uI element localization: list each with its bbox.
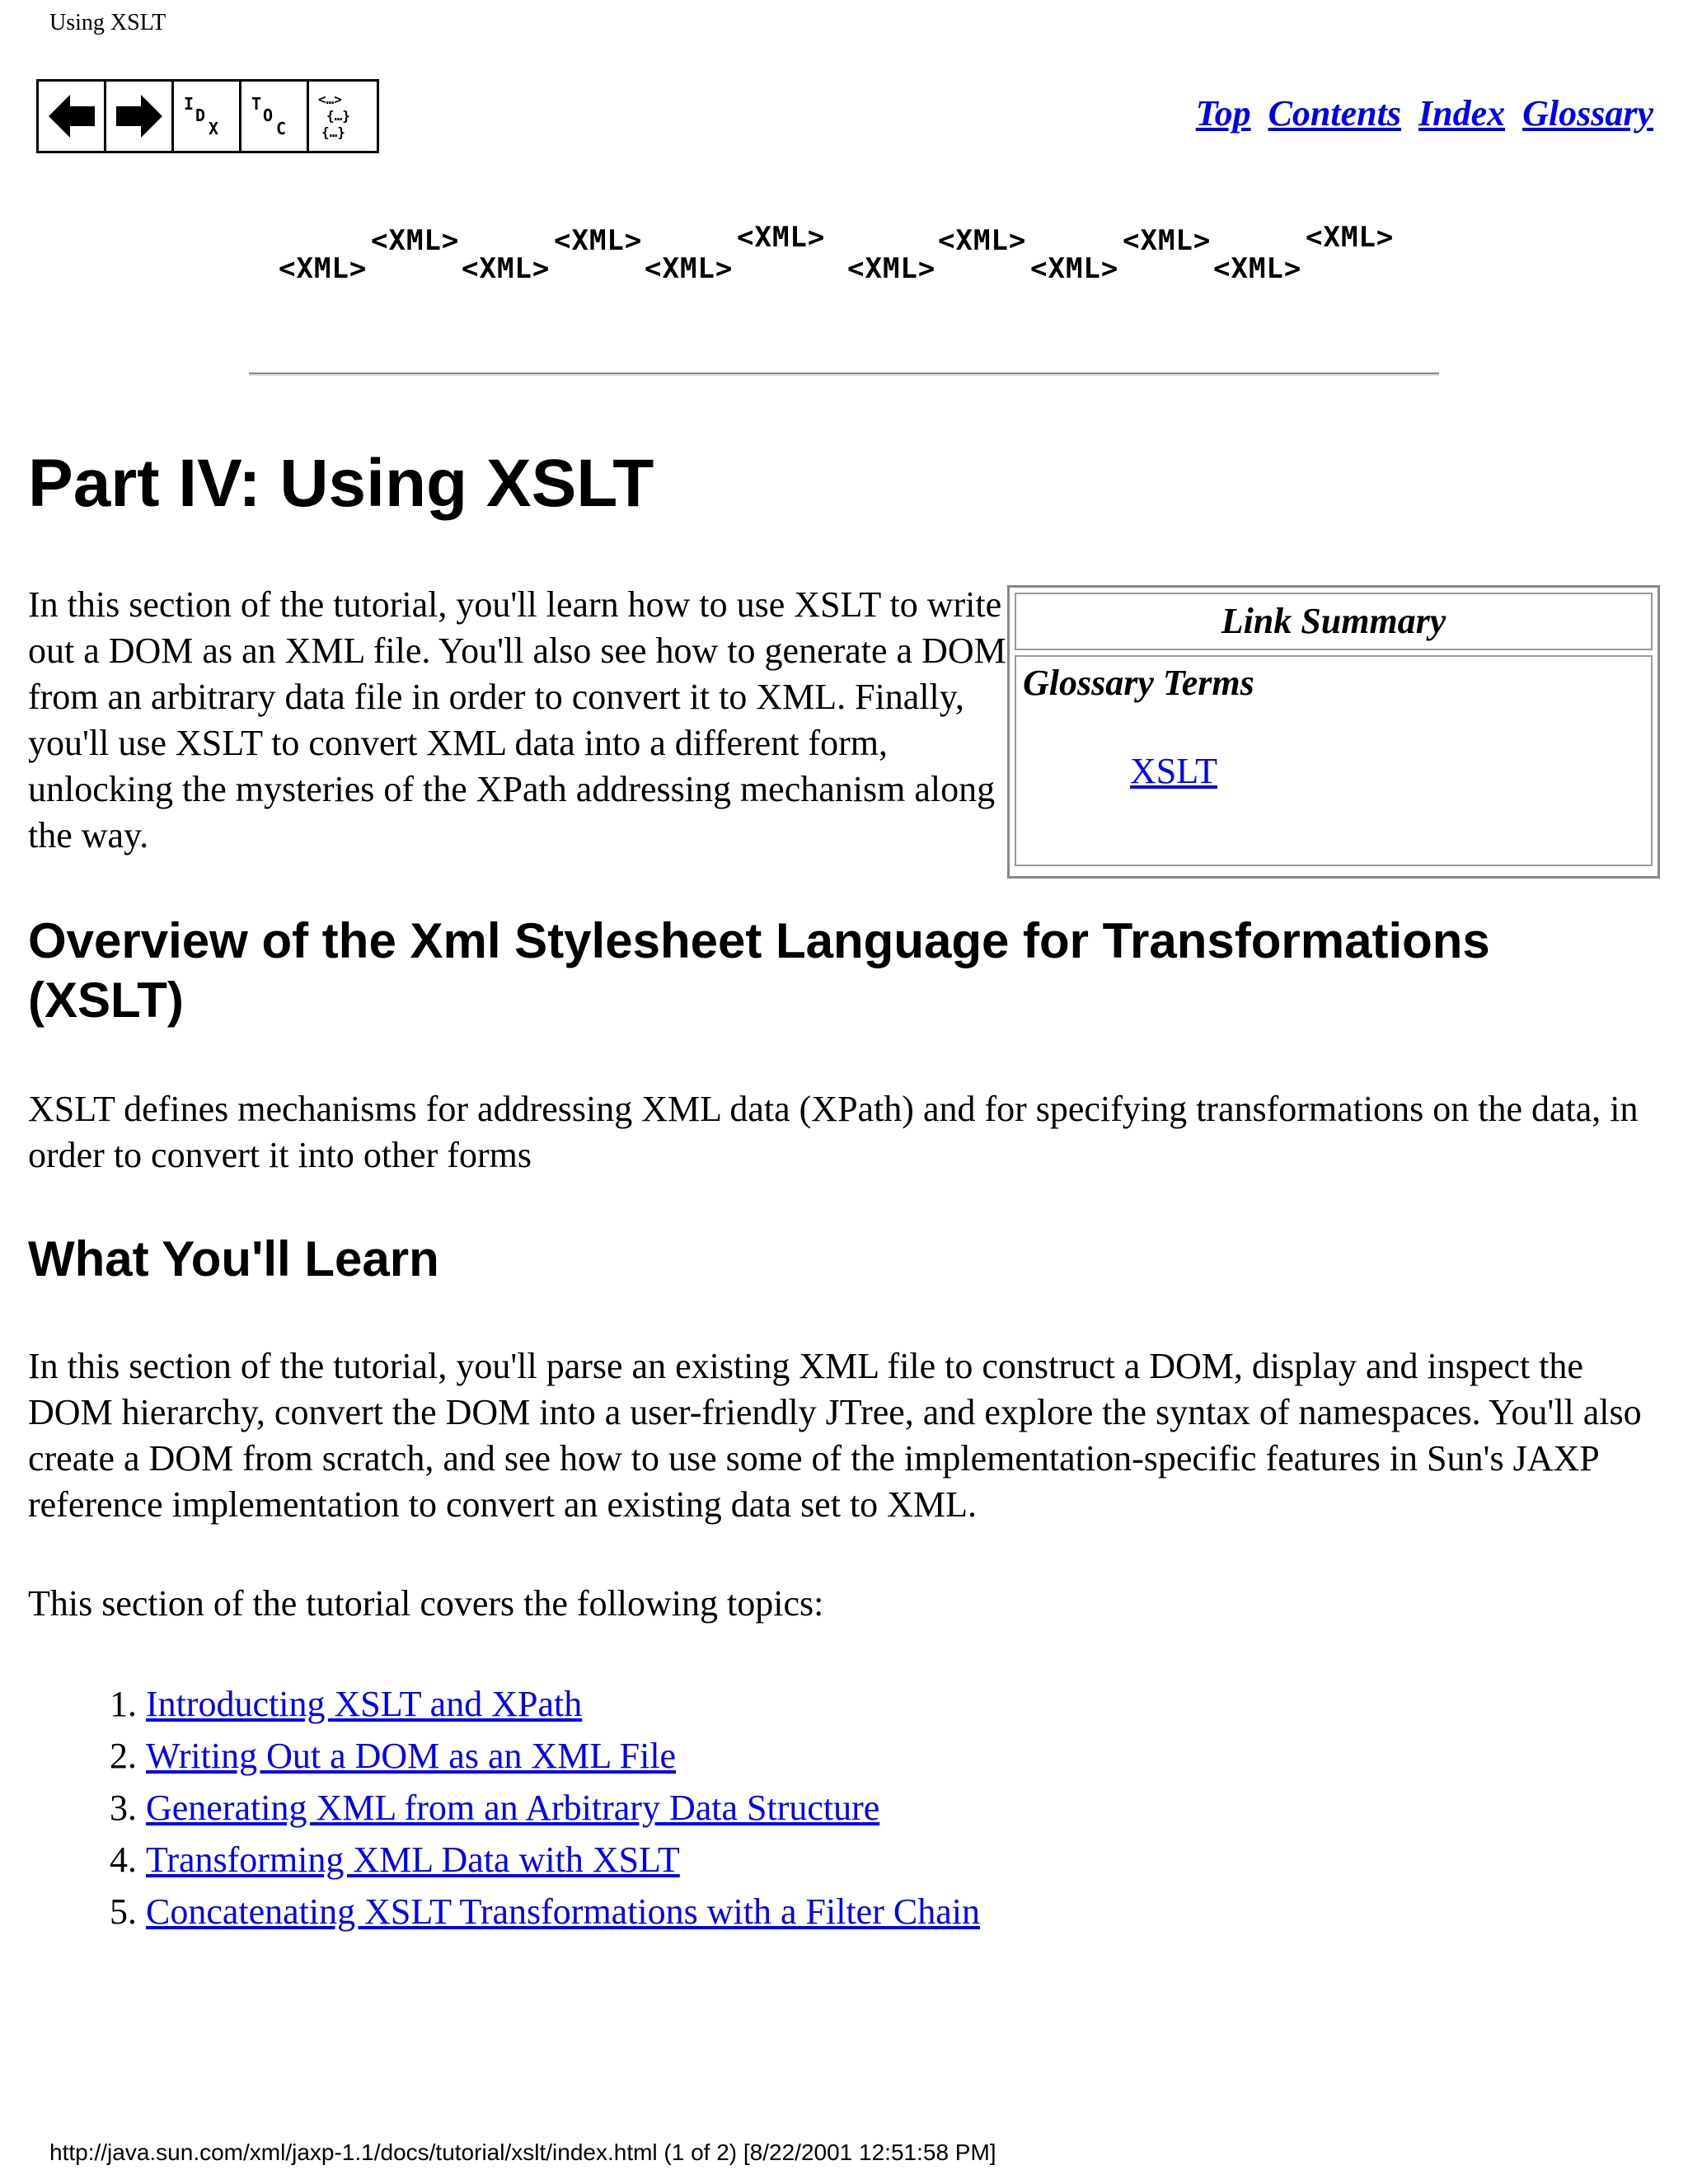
xml-tag: <XML>: [1030, 252, 1119, 285]
index-icon: [181, 90, 233, 143]
glossary-term-link[interactable]: XSLT: [1130, 751, 1217, 791]
top-link[interactable]: Top: [1195, 93, 1251, 134]
code-button[interactable]: [309, 82, 377, 151]
topic-link-2[interactable]: Writing Out a DOM as an XML File: [146, 1736, 677, 1776]
overview-heading: Overview of the Xml Stylesheet Language for Transformations (XSLT): [28, 913, 1490, 1028]
xml-tag: <XML>: [847, 252, 936, 285]
svg-text:D: D: [195, 105, 205, 125]
top-links: [1188, 92, 1653, 134]
glossary-link[interactable]: Glossary: [1522, 93, 1653, 134]
svg-text:{…}: {…}: [321, 124, 345, 140]
nav-toolbar: [36, 79, 379, 153]
list-number: 5.: [110, 1891, 137, 1932]
list-number: 4.: [110, 1840, 137, 1880]
xml-tag: <XML>: [554, 224, 643, 257]
topics-list: [28, 1678, 980, 1938]
index-link[interactable]: Index: [1418, 93, 1506, 134]
xml-tag: <XML>: [462, 252, 551, 285]
list-number: 1.: [110, 1684, 137, 1724]
topic-link-5[interactable]: Concatenating XSLT Transformations with a Filter Chain: [146, 1891, 980, 1932]
overview-paragraph: XSLT defines mechanisms for addressing XML data (XPath) and for specifying transformations on the data, in order to convert it into other forms: [28, 1089, 1639, 1175]
xml-tag: <XML>: [279, 252, 368, 285]
list-item: [28, 1678, 980, 1730]
svg-text:C: C: [275, 119, 286, 138]
list-item: [28, 1782, 980, 1834]
link-summary-box: [1007, 585, 1660, 879]
page-footer-url: http://java.sun.com/xml/jaxp-1.1/docs/tutorial/xslt/index.html (1 of 2) [8/22/2001 12:51:58 PM]: [49, 2139, 996, 2165]
xml-tag: <XML>: [645, 252, 734, 285]
svg-text:<…>: <…>: [318, 91, 342, 107]
xml-tag: <XML>: [1123, 224, 1212, 257]
list-item: [28, 1834, 980, 1886]
page-title: Part IV: Using XSLT: [28, 446, 654, 521]
link-summary-body: [1015, 655, 1653, 866]
horizontal-rule: [249, 373, 1439, 376]
xml-tag: <XML>: [1306, 221, 1395, 254]
toc-icon: [248, 90, 301, 143]
svg-text:X: X: [208, 119, 218, 138]
right-arrow-icon: [113, 90, 166, 143]
topic-link-3[interactable]: Generating XML from an Arbitrary Data Structure: [146, 1788, 880, 1828]
left-arrow-icon: [45, 90, 98, 143]
svg-text:T: T: [251, 94, 261, 114]
braces-icon: [316, 87, 369, 145]
list-number: 2.: [110, 1736, 137, 1776]
svg-text:{…}: {…}: [326, 108, 350, 124]
xml-banner: [279, 221, 1408, 295]
topics-intro: This section of the tutorial covers the following topics:: [28, 1583, 824, 1624]
list-item: [28, 1886, 980, 1938]
intro-paragraph: In this section of the tutorial, you'll learn how to use XSLT to write out a DOM as an XML file. You'll also see how to generate a DOM from an arbitrary data file in order to convert it to XML. Finally, you'll use XSLT to convert XML data into a different form, unlocking the mysteries of the XPath addressing mechanism along the way.: [28, 584, 1006, 855]
svg-text:O: O: [262, 105, 273, 125]
next-button[interactable]: [106, 82, 174, 151]
xml-tag: <XML>: [1213, 252, 1302, 285]
topic-link-4[interactable]: Transforming XML Data with XSLT: [146, 1840, 680, 1880]
previous-button[interactable]: [39, 82, 106, 151]
xml-tag: <XML>: [737, 221, 826, 254]
index-button[interactable]: [174, 82, 241, 151]
contents-link[interactable]: Contents: [1268, 93, 1401, 134]
learn-paragraph: In this section of the tutorial, you'll parse an existing XML file to construct a DOM, display and inspect the DOM hierarchy, convert the DOM into a user-friendly JTree, and explore the syntax of namespaces. You'll also create a DOM from scratch, and see how to use some of the implementation-specific features in Sun's JAXP reference implementation to convert an existing data set to XML.: [28, 1346, 1642, 1525]
link-summary-heading: Link Summary: [1015, 593, 1653, 650]
topic-link-1[interactable]: Introducting XSLT and XPath: [146, 1684, 583, 1724]
page-header: Using XSLT: [49, 10, 166, 35]
xml-tag: <XML>: [371, 224, 460, 257]
svg-text:I: I: [183, 94, 194, 114]
toc-button[interactable]: [241, 82, 309, 151]
xml-tag: <XML>: [938, 224, 1027, 257]
glossary-terms-label: Glossary Terms: [1023, 663, 1254, 703]
list-number: 3.: [110, 1788, 137, 1828]
learn-heading: What You'll Learn: [28, 1231, 439, 1286]
list-item: [28, 1730, 980, 1782]
